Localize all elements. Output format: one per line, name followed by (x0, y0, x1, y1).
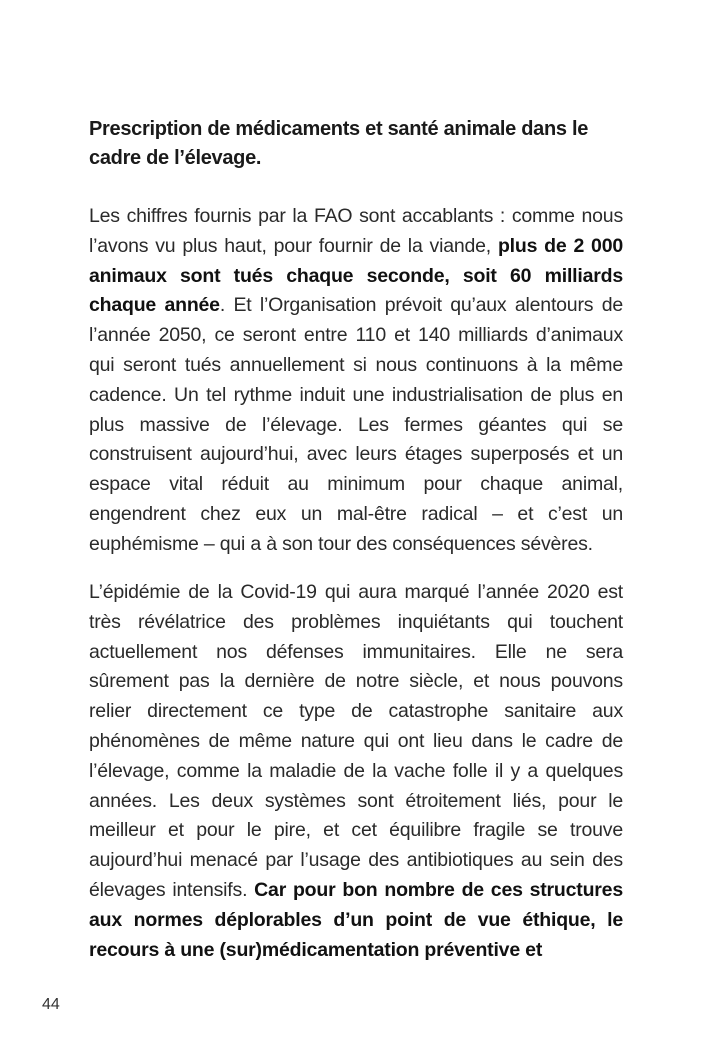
paragraph-covid-epidemic (89, 578, 623, 965)
section-heading: Prescription de médicaments et santé animale dans le cadre de l’élevage. (89, 118, 589, 169)
paragraph-text: Les chiffres fournis par la FAO sont accablants : comme nous l’avons vu plus haut, pour fournir de la viande, (89, 205, 623, 257)
paragraph-fao-figures (89, 202, 623, 560)
page-number: 44 (42, 996, 60, 1013)
emphasized-text: Car pour bon nombre de ces structures aux normes déplorables d’un point de vue éthique, le recours à une (sur)médicamentation préventive et (89, 878, 623, 961)
paragraph-text: L’épidémie de la Covid-19 qui aura marqué l’année 2020 est très révélatrice des problèmes inquiétants qui touchent actuellement nos défenses immunitaires. Elle ne sera sûrement pas la dernière de notre siècle, et nous pouvons relier directement ce type de catastrophe sanitaire aux phénomènes de même nature qui ont lieu dans le cadre de l’élevage, comme la maladie de la vache folle il y a quelques années. Les deux systèmes sont étroitement liés, pour le meilleur et pour le pire, et cet équilibre fragile se trouve aujourd’hui menacé par l’usage des antibiotiques au sein des élevages intensifs. (89, 581, 623, 901)
paragraph-text: . Et l’Organisation prévoit qu’aux alentours de l’année 2050, ce seront entre 110 et 140 milliards d’animaux qui seront tués annuellement si nous continuons à la même cadence. Un tel rythme induit une industrialisation de plus en plus massive de l’élevage. Les fermes géantes qui se construisent aujourd’hui, avec leurs étages superposés et un espace vital réduit au minimum pour chaque animal, engendrent chez eux un mal-être radical – et c’est un euphémisme – qui a à son tour des conséquences sévères. (89, 294, 623, 555)
emphasized-text: plus de 2 000 animaux sont tués chaque seconde, soit 60 milliards chaque année (89, 234, 623, 317)
